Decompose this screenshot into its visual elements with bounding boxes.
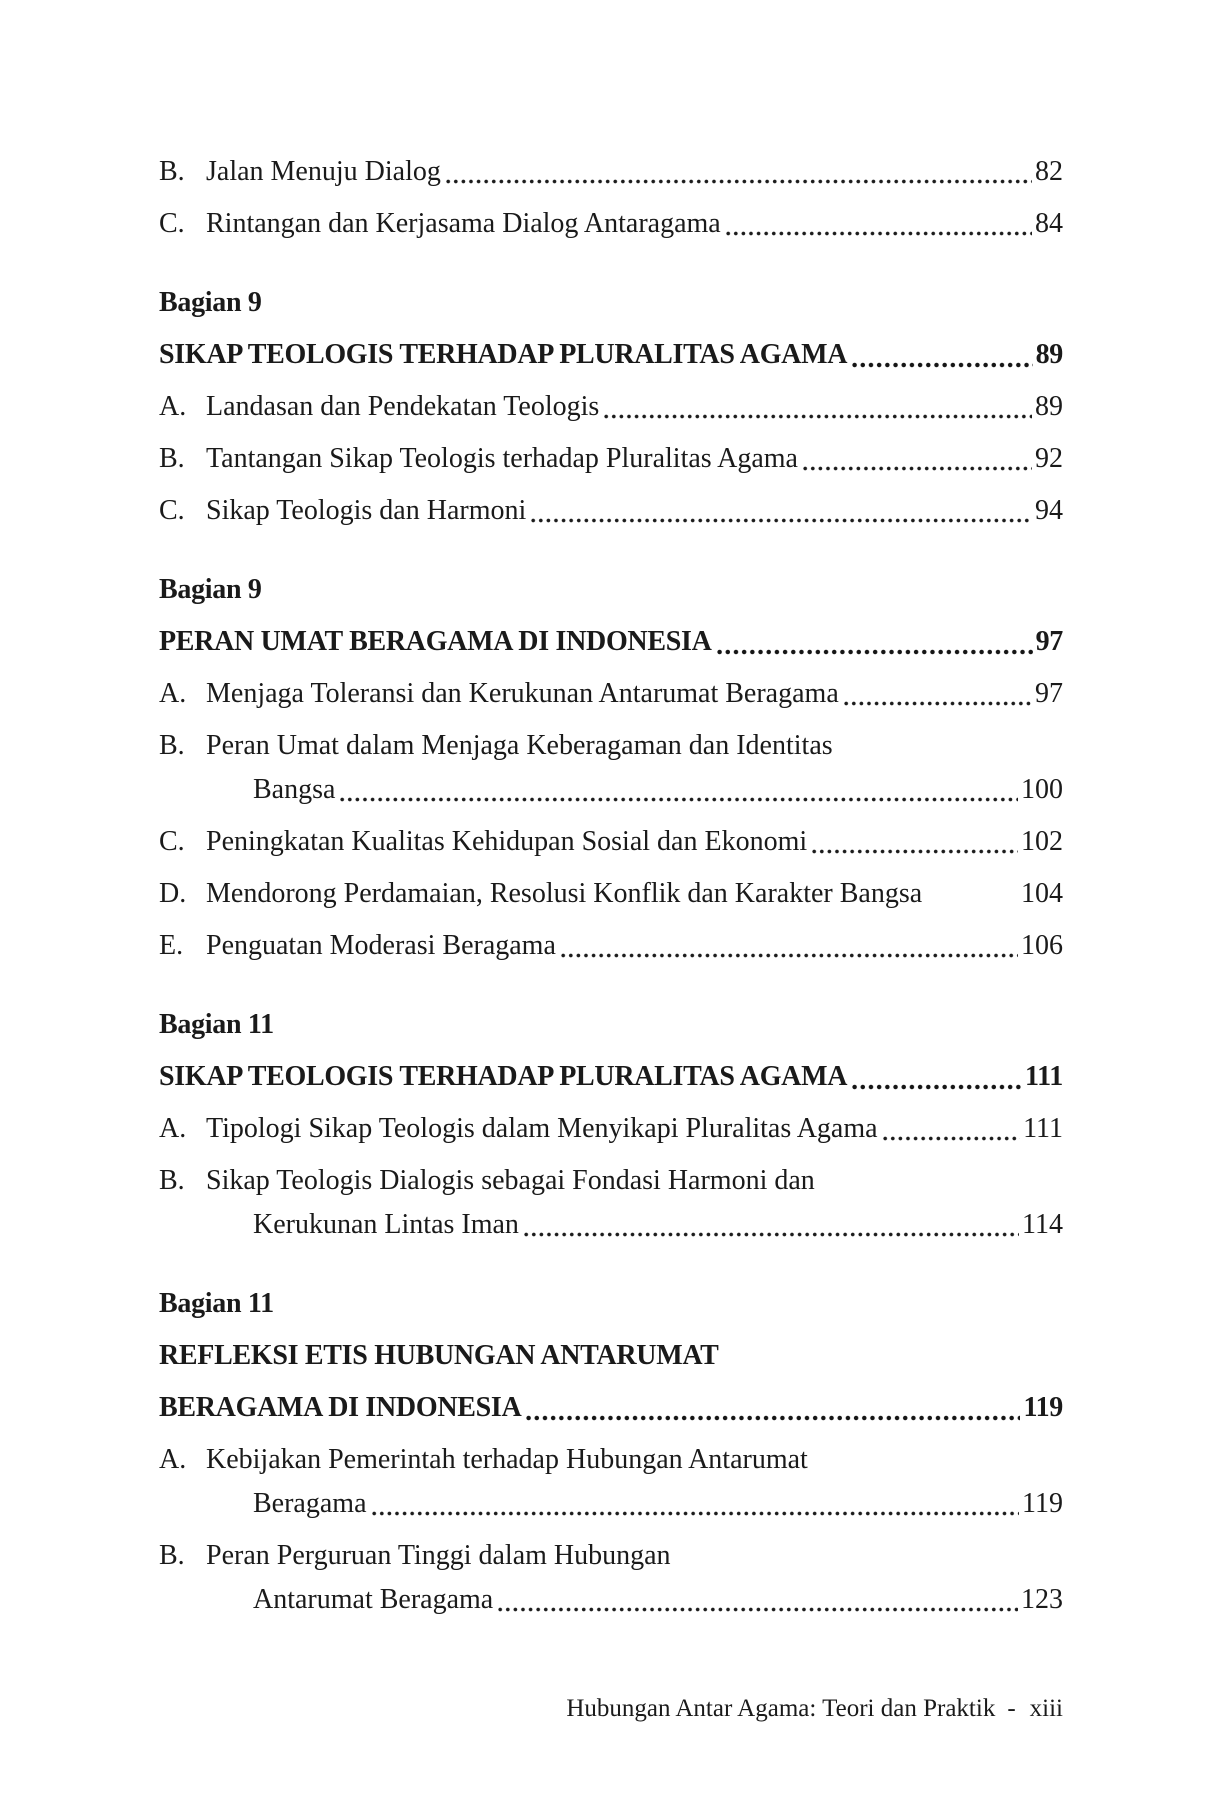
dot-leader <box>561 953 1018 958</box>
toc-page-number: 114 <box>1022 1209 1063 1240</box>
section-part-label: Bagian 11 <box>159 1009 274 1040</box>
section-title-row <box>159 333 1063 377</box>
toc-entry-row <box>159 1534 1063 1578</box>
toc-entry-letter: A. <box>159 1113 187 1144</box>
toc-entry <box>159 672 1063 716</box>
toc-entry-row <box>159 1438 1063 1482</box>
toc-entry <box>159 724 1063 812</box>
toc-entry <box>159 1534 1063 1622</box>
dot-leader <box>844 701 1032 706</box>
toc-entry-text: Jalan Menuju Dialog <box>206 156 441 187</box>
section-part-row <box>159 1282 1063 1326</box>
toc-page-number: 84 <box>1035 208 1063 239</box>
toc-entry-letter: B. <box>159 156 185 187</box>
section-title-row <box>159 1334 1063 1378</box>
section-title-row <box>159 620 1063 664</box>
toc-page-number: 106 <box>1021 930 1063 961</box>
toc-entry <box>159 437 1063 481</box>
footer-book-title: Hubungan Antar Agama: Teori dan Praktik <box>566 1695 996 1722</box>
toc-entry-letter: A. <box>159 678 187 709</box>
section-title: BERAGAMA DI INDONESIA <box>159 1392 522 1423</box>
toc-entry-continuation-row <box>159 1578 1063 1622</box>
toc-entry-text: Bangsa <box>253 774 336 805</box>
dot-leader <box>446 179 1032 184</box>
toc-entry-text: Kerukunan Lintas Iman <box>253 1209 519 1240</box>
section-part-row <box>159 1003 1063 1047</box>
toc-page-number: 100 <box>1021 774 1063 805</box>
toc-entry-text: Beragama <box>253 1488 367 1519</box>
toc-entry-letter: C. <box>159 208 185 239</box>
dot-leader <box>604 414 1032 419</box>
toc-entry-letter: C. <box>159 826 185 857</box>
toc-section <box>159 1282 1063 1622</box>
dot-leader <box>927 901 1018 906</box>
toc-page-number: 119 <box>1023 1392 1063 1423</box>
dot-leader <box>852 362 1032 368</box>
toc-entry <box>159 489 1063 533</box>
toc-entry-letter: B. <box>159 730 185 761</box>
toc-entry-text: Sikap Teologis Dialogis sebagai Fondasi Harmoni dan <box>206 1165 815 1196</box>
toc-entry-text: Peran Umat dalam Menjaga Keberagaman dan Identitas <box>206 730 833 761</box>
section-title-row <box>159 1055 1063 1099</box>
toc-entry-letter: A. <box>159 1444 187 1475</box>
dot-leader <box>812 849 1018 854</box>
toc-entry-letter: D. <box>159 878 187 909</box>
toc-entry-row <box>159 489 1063 533</box>
toc-page-number: 102 <box>1021 826 1063 857</box>
toc-entry-text: Mendorong Perdamaian, Resolusi Konflik dan Karakter Bangsa <box>206 878 923 909</box>
toc-entry-letter: B. <box>159 1165 185 1196</box>
toc-entry <box>159 872 1063 916</box>
toc-entry-letter: E. <box>159 930 184 961</box>
toc-page-number: 111 <box>1023 1113 1063 1144</box>
section-part-label: Bagian 9 <box>159 287 262 318</box>
toc-entry <box>159 820 1063 864</box>
toc-entry-text: Tantangan Sikap Teologis terhadap Pluralitas Agama <box>206 443 798 474</box>
toc-entry <box>159 385 1063 429</box>
toc-entry-text: Peran Perguruan Tinggi dalam Hubungan <box>206 1540 671 1571</box>
toc-entry-row <box>159 820 1063 864</box>
dot-leader <box>531 518 1032 523</box>
toc-entry <box>159 1438 1063 1526</box>
toc-entry-continuation-row <box>159 768 1063 812</box>
toc-entry-row <box>159 724 1063 768</box>
section-title: SIKAP TEOLOGIS TERHADAP PLURALITAS AGAMA <box>159 339 848 370</box>
toc-entry <box>159 1159 1063 1247</box>
toc-entry-letter: B. <box>159 1540 185 1571</box>
toc-page-number: 94 <box>1035 495 1063 526</box>
dot-leader <box>883 1136 1021 1141</box>
toc-entry-row <box>159 924 1063 968</box>
toc-section <box>159 568 1063 968</box>
toc-entry-row <box>159 1107 1063 1151</box>
toc-entry-continuation-row <box>159 1203 1063 1247</box>
toc-page-number: 82 <box>1035 156 1063 187</box>
section-part-row <box>159 568 1063 612</box>
dot-leader <box>726 231 1032 236</box>
dot-leader <box>803 466 1032 471</box>
toc-page-number: 111 <box>1024 1061 1063 1092</box>
toc-entry-letter: C. <box>159 495 185 526</box>
toc-entry-text: Menjaga Toleransi dan Kerukunan Antarumat Beragama <box>206 678 839 709</box>
toc-page-number: 97 <box>1035 626 1063 657</box>
toc-section <box>159 281 1063 533</box>
section-title: SIKAP TEOLOGIS TERHADAP PLURALITAS AGAMA <box>159 1061 848 1092</box>
toc-page-number: 104 <box>1021 878 1063 909</box>
toc-entry-text: Landasan dan Pendekatan Teologis <box>206 391 600 422</box>
page-footer <box>566 1694 1063 1724</box>
toc-page-number: 89 <box>1035 391 1063 422</box>
dot-leader <box>524 1232 1019 1237</box>
toc-page-number: 123 <box>1021 1584 1063 1615</box>
section-title: REFLEKSI ETIS HUBUNGAN ANTARUMAT <box>159 1340 719 1371</box>
dot-leader <box>498 1607 1018 1612</box>
toc-entry-text: Rintangan dan Kerjasama Dialog Antaragama <box>206 208 721 239</box>
toc-section <box>159 1003 1063 1247</box>
dot-leader <box>340 797 1018 802</box>
toc-page-number: 89 <box>1035 339 1063 370</box>
toc-entry-row <box>159 150 1063 194</box>
toc-entry-row <box>159 672 1063 716</box>
toc-entry-row <box>159 1159 1063 1203</box>
toc-entry-text: Peningkatan Kualitas Kehidupan Sosial dan Ekonomi <box>206 826 808 857</box>
dot-leader <box>852 1084 1022 1090</box>
table-of-contents <box>159 150 1063 1622</box>
dot-leader <box>372 1511 1020 1516</box>
section-part-label: Bagian 11 <box>159 1288 274 1319</box>
toc-entry-row <box>159 437 1063 481</box>
toc-entry <box>159 924 1063 968</box>
section-part-label: Bagian 9 <box>159 574 262 605</box>
toc-entry <box>159 202 1063 246</box>
toc-entry-text: Sikap Teologis dan Harmoni <box>206 495 527 526</box>
toc-entry-letter: B. <box>159 443 185 474</box>
toc-entry-continuation-row <box>159 1482 1063 1526</box>
toc-entry-text: Antarumat Beragama <box>253 1584 494 1615</box>
toc-entry-text: Tipologi Sikap Teologis dalam Menyikapi Pluralitas Agama <box>206 1113 878 1144</box>
dot-leader <box>717 649 1033 655</box>
toc-entry-letter: A. <box>159 391 187 422</box>
toc-entry-text: Penguatan Moderasi Beragama <box>206 930 556 961</box>
toc-page-number: 119 <box>1022 1488 1063 1519</box>
section-title-continuation-row <box>159 1386 1063 1430</box>
toc-entry-text: Kebijakan Pemerintah terhadap Hubungan Antarumat <box>206 1444 808 1475</box>
toc-page-number: 92 <box>1035 443 1063 474</box>
toc-entry <box>159 1107 1063 1151</box>
toc-entry-row <box>159 872 1063 916</box>
dot-leader <box>526 1415 1020 1421</box>
section-part-row <box>159 281 1063 325</box>
toc-entry <box>159 150 1063 194</box>
toc-entry-row <box>159 385 1063 429</box>
footer-separator: - <box>1007 1695 1016 1722</box>
footer-page-number: xiii <box>1029 1695 1063 1722</box>
section-title: PERAN UMAT BERAGAMA DI INDONESIA <box>159 626 712 657</box>
toc-entry-row <box>159 202 1063 246</box>
toc-page-number: 97 <box>1035 678 1063 709</box>
